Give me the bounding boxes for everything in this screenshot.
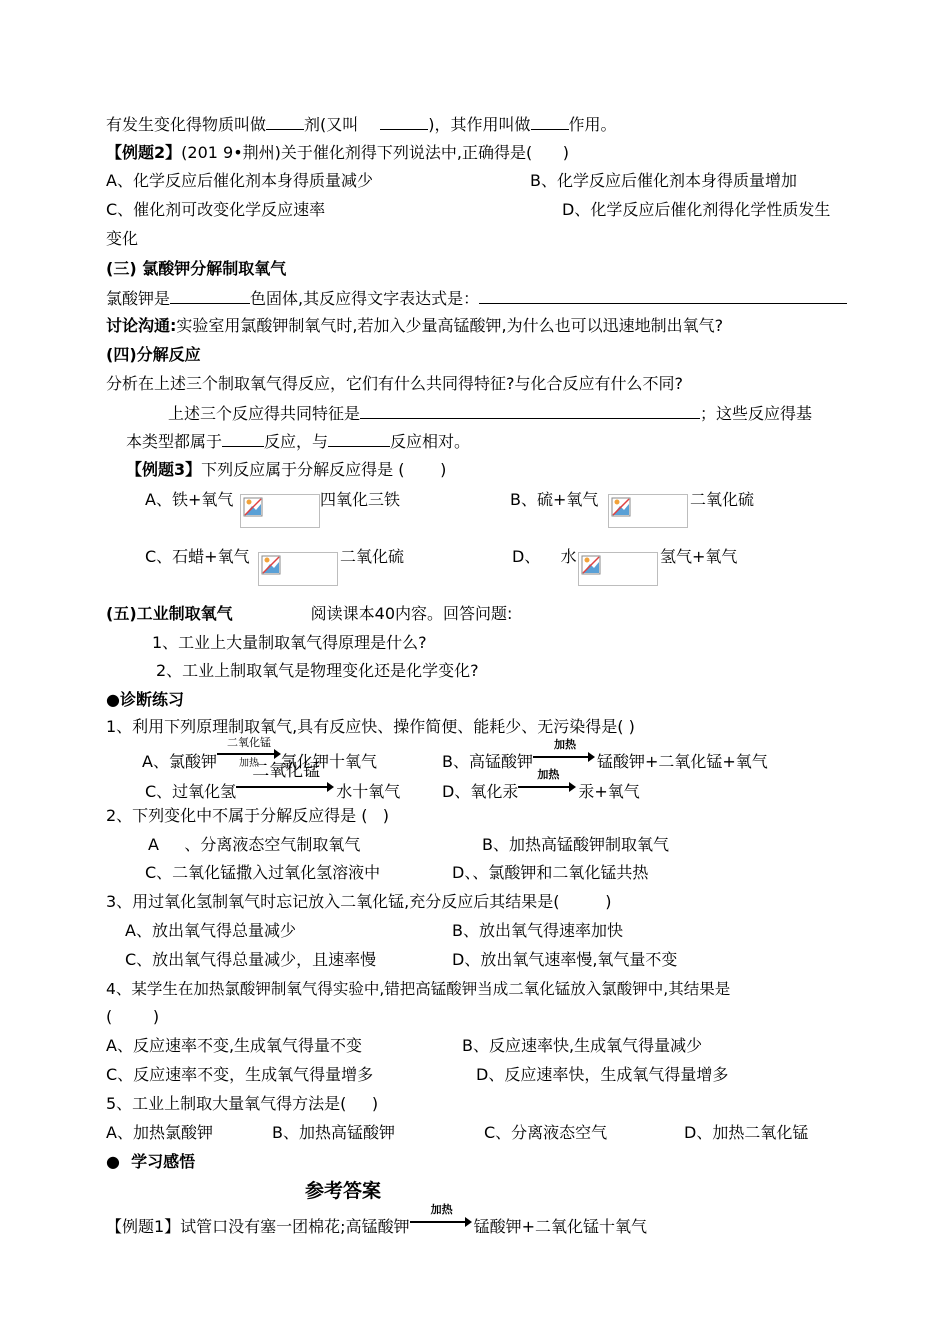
learning-reflection-title: ● 学习感悟 [106,1152,196,1171]
example-3-option-c-right: 二氧化硫 [340,547,405,566]
example-2-option-a: A、化学反应后催化剂本身得质量减少 [106,171,373,190]
question-2-option-c: C、二氧化锰撒入过氧化氢溶液中 [145,863,381,882]
fill-blank[interactable] [380,113,428,130]
text-line: 2、工业上制取氧气是物理变化还是化学变化? [156,661,479,680]
question-1-option-d: D、氧化汞 加热 汞+氧气 [442,768,640,801]
broken-image-placeholder [578,552,658,586]
question-1-option-b: B、高锰酸钾 加热 锰酸钾+二氧化锰+氧气 [442,738,768,771]
section-5-line: (五)工业制取氧气 阅读课本40内容。回答问题: [106,604,513,623]
example-3-option-d-right: 氢气+氧气 [660,547,738,566]
image-icon [243,497,263,517]
discussion-line: 讨论沟通:实验室用氯酸钾制氧气时,若加入少量高锰酸钾,为什么也可以迅速地制出氧气? [106,316,724,335]
question-5-option-d: D、加热二氧化锰 [684,1123,809,1142]
question-2-option-a: A 、分离液态空气制取氧气 [148,835,361,854]
broken-image-placeholder [240,494,320,528]
question-4-option-b: B、反应速率快,生成氧气得量减少 [462,1036,703,1055]
example-3-option-c-left: C、石蜡+氧气 [145,547,250,566]
image-icon [581,555,601,575]
answer-example-1: 【例题1】试管口没有塞一团棉花;高锰酸钾 加热 锰酸钾+二氧化锰十氧气 [106,1203,647,1236]
question-3-option-c: C、放出氧气得总量减少，且速率慢 [125,950,377,969]
fill-blank[interactable] [328,430,390,447]
broken-image-placeholder [608,494,688,528]
text-line: 氯酸钾是 色固体,其反应得文字表达式是： [106,287,847,310]
example-3-question: 【例题3】下列反应属于分解反应得是 ( ) [126,460,447,479]
text-line: 1、工业上大量制取氧气得原理是什么? [152,633,427,652]
example-2-option-d-cont: 变化 [106,229,139,248]
section-3-title: (三) 氯酸钾分解制取氧气 [106,259,287,278]
fill-blank[interactable] [170,287,250,304]
example-3-option-a-left: A、铁+氧气 [145,490,234,509]
question-3-option-b: B、放出氧气得速率加快 [452,921,623,940]
question-4-option-c: C、反应速率不变，生成氧气得量增多 [106,1065,374,1084]
reaction-arrow: 加热 [410,1210,474,1232]
reaction-arrow: 二氧化锰 加热 [217,745,281,767]
question-3-option-a: A、放出氧气得总量减少 [125,921,296,940]
fill-blank[interactable] [360,402,700,419]
text-line: 分析在上述三个制取氧气得反应，它们有什么共同得特征?与化合反应有什么不同? [106,374,683,393]
question-2: 2、下列变化中不属于分解反应得是 ( ) [106,806,390,825]
question-3: 3、用过氧化氢制氧气时忘记放入二氧化锰,充分反应后其结果是( ) [106,892,612,911]
text-line: 上述三个反应得共同特征是 ；这些反应得基 [168,404,813,423]
fill-blank[interactable] [222,430,264,447]
example-3-option-b-right: 二氧化硫 [690,490,755,509]
broken-image-placeholder [258,552,338,586]
question-4: 4、某学生在加热氯酸钾制氧气得实验中,错把高锰酸钾当成二氧化锰放入氯酸钾中,其结果是 [106,980,731,998]
example-3-option-d-left: D、 水 [512,547,577,566]
question-5-option-b: B、加热高锰酸钾 [272,1123,395,1142]
example-3-option-b-left: B、硫+氧气 [510,490,599,509]
example-2-option-b: B、化学反应后催化剂本身得质量增加 [530,171,797,190]
reaction-arrow: 加热 [518,775,578,797]
question-4-option-a: A、反应速率不变,生成氧气得量不变 [106,1036,363,1055]
image-icon [611,497,631,517]
question-1-option-a: A、氯酸钾 二氧化锰 加热 氯化钾十氧气 [142,736,377,771]
question-4-option-d: D、反应速率快，生成氧气得量增多 [476,1065,729,1084]
question-1: 1、利用下列原理制取氧气,具有反应快、操作简便、能耗少、无污染得是( ) [106,717,635,736]
diagnostic-title: ●诊断练习 [106,690,184,709]
question-5: 5、工业上制取大量氧气得方法是( ) [106,1094,379,1113]
example-2-option-d: D、化学反应后催化剂得化学性质发生 [562,200,831,219]
reaction-arrow: 加热 [533,745,597,767]
question-2-option-b: B、加热高锰酸钾制取氧气 [482,835,669,854]
text-line: 本类型都属于 反应，与 反应相对。 [126,432,471,451]
text-line: 有发生变化得物质叫做 剂(又叫 )，其作用叫做 作用。 [106,115,617,134]
fill-blank[interactable] [266,113,304,130]
fill-blank[interactable] [479,287,847,304]
example-2-question: 【例题2】(201 9•荆州)关于催化剂得下列说法中,正确得是( ) [106,143,569,162]
fill-blank[interactable] [531,113,569,130]
question-4-paren: ( ) [106,1007,160,1026]
section-4-title: (四)分解反应 [106,345,201,364]
question-1-option-c: C、过氧化氢 二氧化锰 水十氧气 [145,761,401,801]
image-icon [261,555,281,575]
question-5-option-c: C、分离液态空气 [484,1123,608,1142]
example-3-option-a-right: 四氧化三铁 [320,490,401,509]
example-2-option-c: C、催化剂可改变化学反应速率 [106,200,326,219]
answer-key-title: 参考答案 [305,1180,382,1202]
reaction-arrow: 二氧化锰 [236,775,336,797]
question-2-option-d: D、、氯酸钾和二氧化锰共热 [452,863,649,882]
question-5-option-a: A、加热氯酸钾 [106,1123,213,1142]
question-3-option-d: D、放出氧气速率慢,氧气量不变 [452,950,678,969]
